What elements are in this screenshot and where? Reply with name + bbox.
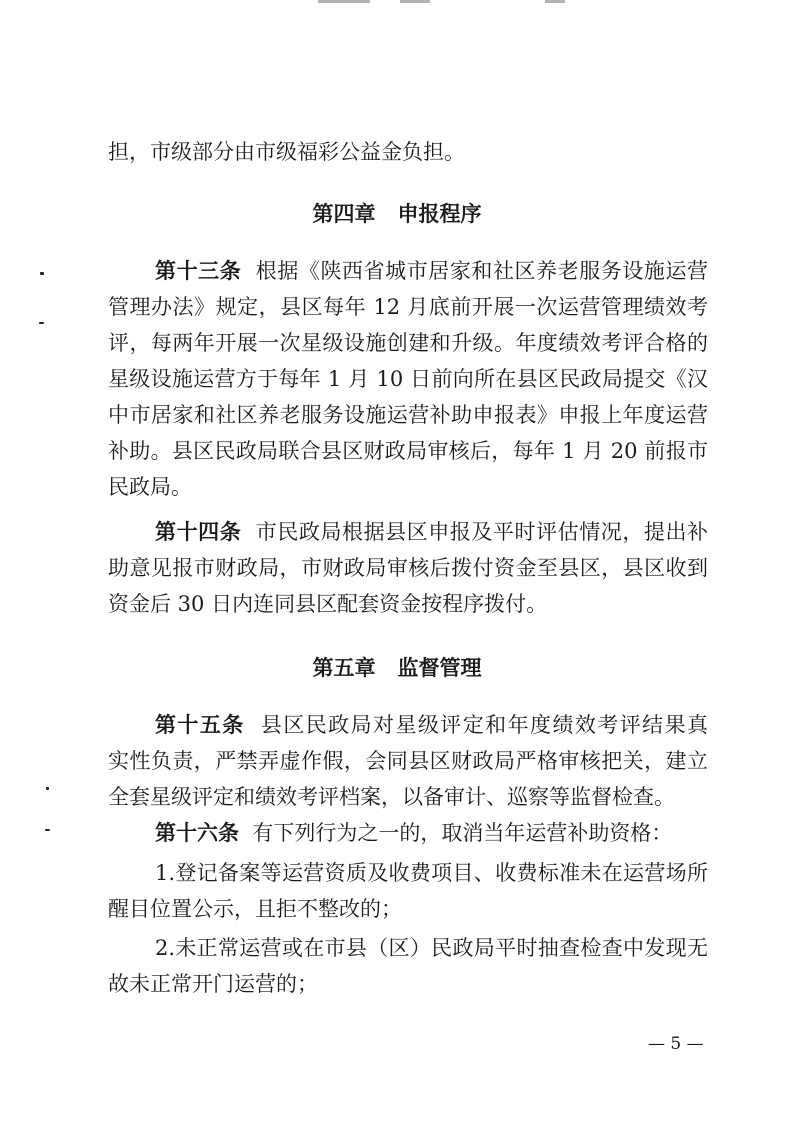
- article-text: 有下列行为之一的，取消当年运营补助资格：: [252, 821, 673, 845]
- chapter-number: 第四章: [312, 202, 376, 226]
- page-number: — 5 —: [648, 1034, 704, 1054]
- text-line: 星级设施运营方于每年 1 月 10 日前向所在县区民政局提交《汉: [108, 367, 708, 391]
- list-item-line: 1.登记备案等运营资质及收费项目、收费标准未在运营场所: [155, 861, 708, 885]
- article-first-line: [155, 258, 708, 284]
- scan-artifact: [45, 829, 50, 831]
- article-text: 县区民政局对星级评定和年度绩效考评结果真: [260, 713, 708, 737]
- article-label: 第十六条: [155, 821, 239, 845]
- scan-artifact: [40, 272, 44, 275]
- list-item-line: 醒目位置公示，且拒不整改的；: [108, 897, 402, 921]
- chapter-title: 申报程序: [397, 202, 482, 226]
- chapter-number: 第五章: [312, 656, 376, 680]
- scan-artifact: [39, 322, 44, 324]
- chapter-heading: [0, 655, 794, 681]
- text-line: 担，市级部分由市级福彩公益金负担。: [108, 140, 465, 164]
- chapter-heading: [0, 201, 794, 227]
- article-text: 市民政局根据县区申报及平时评估情况，提出补: [255, 520, 709, 544]
- text-line: 管理办法》规定，县区每年 12 月底前开展一次运营管理绩效考: [108, 295, 708, 319]
- article-label: 第十四条: [155, 520, 242, 544]
- text-line: 资金后 30 日内连同县区配套资金按程序拨付。: [108, 592, 548, 616]
- text-line: 全套星级评定和绩效考评档案，以备审计、巡察等监督检查。: [108, 785, 675, 809]
- scan-artifact: [545, 0, 565, 3]
- text-line: 中市居家和社区养老服务设施运营补助申报表》申报上年度运营: [108, 403, 708, 427]
- article-first-line: [155, 712, 708, 738]
- scan-artifact: [400, 0, 430, 3]
- text-line: 实性负责，严禁弄虚作假，会同县区财政局严格审核把关，建立: [108, 749, 708, 773]
- article-label: 第十三条: [155, 259, 242, 283]
- chapter-title: 监督管理: [397, 656, 482, 680]
- article-label: 第十五条: [155, 713, 245, 737]
- text-line: 民政局。: [108, 475, 192, 499]
- article-text: 根据《陕西省城市居家和社区养老服务设施运营: [255, 259, 709, 283]
- text-line: 评，每两年开展一次星级设施创建和升级。年度绩效考评合格的: [108, 331, 708, 355]
- article-first-line: [155, 519, 708, 545]
- scan-artifact: [318, 0, 370, 3]
- text-line: 补助。县区民政局联合县区财政局审核后，每年 1 月 20 前报市: [108, 439, 708, 463]
- list-item-line: 2.未正常运营或在市县（区）民政局平时抽查检查中发现无: [155, 936, 708, 960]
- scan-artifact: [46, 787, 49, 790]
- text-line: 助意见报市财政局，市财政局审核后拨付资金至县区，县区收到: [108, 556, 708, 580]
- list-item-line: 故未正常开门运营的；: [108, 972, 318, 996]
- article-first-line: [155, 820, 708, 846]
